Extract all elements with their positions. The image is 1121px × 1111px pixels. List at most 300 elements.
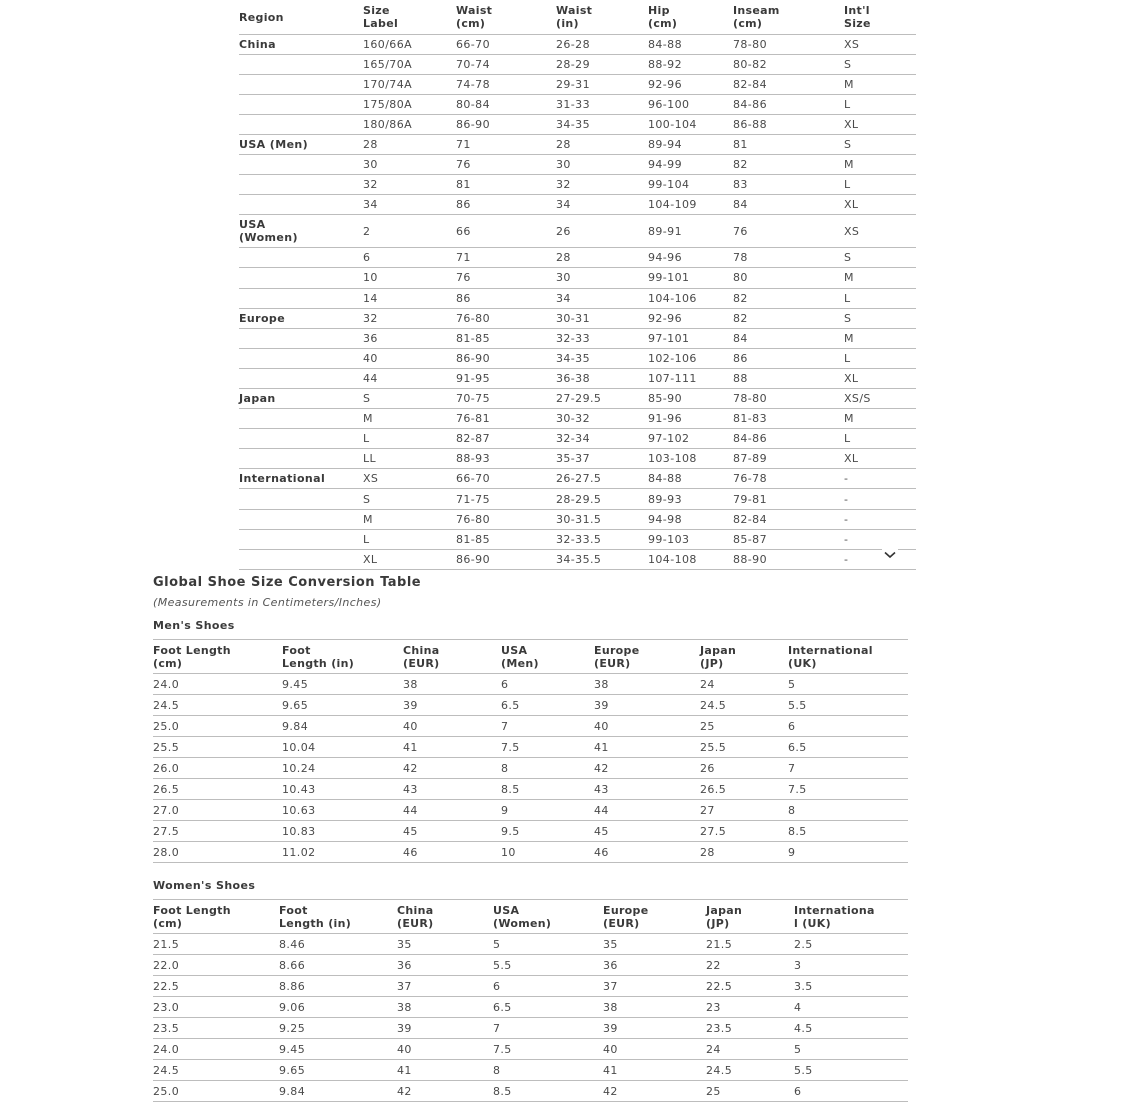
table-cell: 34-35.5	[556, 549, 648, 569]
table-cell: 24	[700, 674, 788, 695]
table-cell: 80-82	[733, 54, 844, 74]
table-cell: 160/66A	[363, 34, 456, 54]
table-cell: 25.5	[700, 737, 788, 758]
table-cell: 9.45	[279, 1039, 397, 1060]
header-inseam-cm: Inseam (cm)	[733, 1, 844, 34]
table-cell: S	[844, 54, 916, 74]
table-cell: 170/74A	[363, 74, 456, 94]
table-cell: M	[844, 409, 916, 429]
table-cell: L	[363, 529, 456, 549]
table-cell: 22.5	[153, 976, 279, 997]
table-cell: 175/80A	[363, 94, 456, 114]
table-cell: 84-88	[648, 34, 733, 54]
table-row	[239, 94, 916, 114]
table-cell: 34-35	[556, 114, 648, 134]
table-cell: 34	[556, 288, 648, 308]
table-cell: 40	[603, 1039, 706, 1060]
table-row	[239, 34, 916, 54]
table-cell: 82-84	[733, 509, 844, 529]
region-cell	[239, 449, 363, 469]
table-cell: 5.5	[794, 1060, 908, 1081]
table-cell: 42	[594, 758, 700, 779]
table-cell: -	[844, 489, 916, 509]
table-cell: 86	[733, 348, 844, 368]
table-cell: 25	[700, 716, 788, 737]
table-cell: 26.0	[153, 758, 282, 779]
table-cell: 71	[456, 248, 556, 268]
table-cell: 9.25	[279, 1018, 397, 1039]
header-japan: Japan (JP)	[706, 900, 794, 934]
table-cell: 9.06	[279, 997, 397, 1018]
table-cell: -	[844, 509, 916, 529]
table-cell: 27.5	[153, 821, 282, 842]
region-cell: USA (Men)	[239, 134, 363, 154]
table-cell: 82-87	[456, 429, 556, 449]
table-row	[153, 1081, 908, 1102]
table-cell: 80-84	[456, 94, 556, 114]
header-foot-length-cm: Foot Length (cm)	[153, 900, 279, 934]
table-cell: S	[844, 134, 916, 154]
header-waist-cm: Waist (cm)	[456, 1, 556, 34]
table-row	[153, 758, 908, 779]
table-row	[153, 842, 908, 863]
header-intl-size: Int'l Size	[844, 1, 916, 34]
table-cell: 104-108	[648, 549, 733, 569]
pants-header-row	[239, 1, 916, 34]
table-cell: 28-29.5	[556, 489, 648, 509]
table-cell: 8.46	[279, 934, 397, 955]
region-cell	[239, 328, 363, 348]
header-region: Region	[239, 1, 363, 34]
table-row	[153, 800, 908, 821]
mens-table-body	[153, 674, 908, 863]
table-cell: 9.84	[282, 716, 403, 737]
table-cell: 99-101	[648, 268, 733, 288]
table-cell: 26.5	[700, 779, 788, 800]
table-cell: XL	[844, 449, 916, 469]
table-cell: 6	[501, 674, 594, 695]
table-cell: 70-74	[456, 54, 556, 74]
table-cell: 40	[363, 348, 456, 368]
table-cell: 66-70	[456, 469, 556, 489]
table-cell: 76-80	[456, 509, 556, 529]
table-cell: 7	[788, 758, 908, 779]
table-cell: -	[844, 549, 916, 569]
shoe-section-title: Global Shoe Size Conversion Table	[153, 575, 422, 590]
table-cell: 82	[733, 308, 844, 328]
table-cell: 32-34	[556, 429, 648, 449]
table-cell: 104-109	[648, 195, 733, 215]
mens-header-row	[153, 640, 908, 674]
table-cell: 30	[363, 155, 456, 175]
table-cell: 36	[603, 955, 706, 976]
table-row	[153, 934, 908, 955]
table-cell: 44	[363, 368, 456, 388]
header-foot-length-in: Foot Length (in)	[282, 640, 403, 674]
table-cell: 4.5	[794, 1018, 908, 1039]
table-cell: L	[844, 288, 916, 308]
table-cell: 79-81	[733, 489, 844, 509]
table-cell: 9.84	[279, 1081, 397, 1102]
table-row	[239, 509, 916, 529]
table-cell: -	[844, 529, 916, 549]
table-cell: 86	[456, 288, 556, 308]
table-cell: 28	[556, 248, 648, 268]
header-usa: USA (Women)	[493, 900, 603, 934]
table-cell: 10	[501, 842, 594, 863]
table-cell: S	[363, 389, 456, 409]
region-cell	[239, 509, 363, 529]
table-cell: 10.24	[282, 758, 403, 779]
table-cell: 28-29	[556, 54, 648, 74]
table-cell: 6.5	[501, 695, 594, 716]
table-cell: 41	[594, 737, 700, 758]
table-cell: 78-80	[733, 34, 844, 54]
region-cell: China	[239, 34, 363, 54]
header-china: China (EUR)	[397, 900, 493, 934]
region-cell	[239, 348, 363, 368]
table-cell: 6	[363, 248, 456, 268]
table-cell: 28	[363, 134, 456, 154]
table-row	[239, 74, 916, 94]
table-row	[239, 175, 916, 195]
region-cell	[239, 114, 363, 134]
table-cell: 9.5	[501, 821, 594, 842]
table-row	[239, 348, 916, 368]
table-cell: XS	[844, 215, 916, 248]
table-cell: S	[363, 489, 456, 509]
table-cell: 34-35	[556, 348, 648, 368]
table-cell: 36	[397, 955, 493, 976]
table-cell: 22.0	[153, 955, 279, 976]
table-cell: 84-86	[733, 94, 844, 114]
table-cell: 84	[733, 195, 844, 215]
table-cell: 9.45	[282, 674, 403, 695]
region-cell	[239, 288, 363, 308]
table-cell: 81	[733, 134, 844, 154]
table-cell: 42	[403, 758, 501, 779]
table-cell: 31-33	[556, 94, 648, 114]
table-cell: 23	[706, 997, 794, 1018]
table-cell: 32-33	[556, 328, 648, 348]
table-cell: 78-80	[733, 389, 844, 409]
table-cell: M	[844, 74, 916, 94]
table-cell: 10.43	[282, 779, 403, 800]
table-cell: 25.5	[153, 737, 282, 758]
table-row	[153, 716, 908, 737]
table-cell: 30	[556, 155, 648, 175]
table-cell: 32	[363, 308, 456, 328]
header-europe: Europe (EUR)	[603, 900, 706, 934]
table-cell: 34	[363, 195, 456, 215]
table-cell: 91-96	[648, 409, 733, 429]
table-cell: 9.65	[282, 695, 403, 716]
table-cell: 76-80	[456, 308, 556, 328]
table-cell: 89-93	[648, 489, 733, 509]
table-cell: 38	[603, 997, 706, 1018]
table-cell: 23.5	[706, 1018, 794, 1039]
table-cell: L	[844, 429, 916, 449]
table-cell: 43	[594, 779, 700, 800]
table-cell: XL	[844, 368, 916, 388]
womens-table-body	[153, 934, 908, 1102]
table-cell: 100-104	[648, 114, 733, 134]
table-row	[239, 248, 916, 268]
table-cell: 85-87	[733, 529, 844, 549]
region-cell	[239, 248, 363, 268]
table-row	[153, 1018, 908, 1039]
table-cell: 86-90	[456, 348, 556, 368]
header-international: Internationa l (UK)	[794, 900, 908, 934]
table-cell: 41	[403, 737, 501, 758]
table-cell: 39	[403, 695, 501, 716]
table-row	[153, 821, 908, 842]
table-cell: 6.5	[788, 737, 908, 758]
table-cell: 9	[501, 800, 594, 821]
header-foot-length-in: Foot Length (in)	[279, 900, 397, 934]
table-cell: 39	[594, 695, 700, 716]
table-cell: 91-95	[456, 368, 556, 388]
table-cell: 88	[733, 368, 844, 388]
table-cell: 78	[733, 248, 844, 268]
region-cell	[239, 175, 363, 195]
region-cell	[239, 489, 363, 509]
table-cell: 45	[403, 821, 501, 842]
table-cell: 28	[556, 134, 648, 154]
header-usa: USA (Men)	[501, 640, 594, 674]
table-cell: 26-27.5	[556, 469, 648, 489]
table-cell: 94-98	[648, 509, 733, 529]
table-cell: 103-108	[648, 449, 733, 469]
table-cell: 84-86	[733, 429, 844, 449]
table-cell: 8.5	[501, 779, 594, 800]
table-row	[239, 409, 916, 429]
table-cell: 81	[456, 175, 556, 195]
table-cell: 9	[788, 842, 908, 863]
region-cell	[239, 54, 363, 74]
region-cell	[239, 195, 363, 215]
table-cell: 96-100	[648, 94, 733, 114]
table-cell: 2.5	[794, 934, 908, 955]
table-row	[239, 328, 916, 348]
table-cell: 86-88	[733, 114, 844, 134]
table-row	[239, 268, 916, 288]
table-cell: XL	[363, 549, 456, 569]
table-cell: 23.5	[153, 1018, 279, 1039]
table-cell: 2	[363, 215, 456, 248]
table-cell: 165/70A	[363, 54, 456, 74]
table-cell: 81-85	[456, 529, 556, 549]
mens-shoes-heading: Men's Shoes	[153, 619, 235, 632]
region-cell	[239, 529, 363, 549]
table-cell: 92-96	[648, 308, 733, 328]
table-row	[239, 308, 916, 328]
table-row	[239, 429, 916, 449]
table-cell: 41	[397, 1060, 493, 1081]
table-cell: 6.5	[493, 997, 603, 1018]
table-cell: 66-70	[456, 34, 556, 54]
table-cell: 81-83	[733, 409, 844, 429]
table-cell: 89-94	[648, 134, 733, 154]
table-cell: 28.0	[153, 842, 282, 863]
header-china: China (EUR)	[403, 640, 501, 674]
table-cell: 9.65	[279, 1060, 397, 1081]
table-cell: 34	[556, 195, 648, 215]
table-cell: 30-31.5	[556, 509, 648, 529]
table-row	[153, 1060, 908, 1081]
table-cell: 7.5	[501, 737, 594, 758]
region-cell	[239, 268, 363, 288]
table-cell: XS/S	[844, 389, 916, 409]
table-cell: 10.83	[282, 821, 403, 842]
table-cell: L	[844, 348, 916, 368]
table-cell: 8.5	[493, 1081, 603, 1102]
table-cell: 99-104	[648, 175, 733, 195]
table-cell: LL	[363, 449, 456, 469]
table-cell: 38	[397, 997, 493, 1018]
table-cell: 30-32	[556, 409, 648, 429]
table-cell: 24.5	[153, 695, 282, 716]
table-cell: 88-92	[648, 54, 733, 74]
table-row	[153, 955, 908, 976]
table-cell: 36	[363, 328, 456, 348]
table-cell: 26.5	[153, 779, 282, 800]
table-cell: 94-96	[648, 248, 733, 268]
table-row	[153, 779, 908, 800]
table-cell: 38	[403, 674, 501, 695]
table-row	[239, 449, 916, 469]
table-cell: 5.5	[788, 695, 908, 716]
table-cell: 25.0	[153, 1081, 279, 1102]
table-cell: 28	[700, 842, 788, 863]
table-cell: M	[844, 268, 916, 288]
table-cell: 97-102	[648, 429, 733, 449]
table-cell: 7	[501, 716, 594, 737]
table-cell: 71-75	[456, 489, 556, 509]
table-cell: 35	[397, 934, 493, 955]
table-cell: 66	[456, 215, 556, 248]
table-cell: 24.5	[153, 1060, 279, 1081]
table-cell: 84	[733, 328, 844, 348]
table-cell: 30-31	[556, 308, 648, 328]
table-cell: 76-81	[456, 409, 556, 429]
table-cell: 5	[493, 934, 603, 955]
table-cell: L	[363, 429, 456, 449]
table-cell: 46	[594, 842, 700, 863]
table-cell: S	[844, 308, 916, 328]
table-cell: 40	[397, 1039, 493, 1060]
table-cell: 86	[456, 195, 556, 215]
table-cell: 24.5	[700, 695, 788, 716]
table-cell: 36-38	[556, 368, 648, 388]
table-cell: 35-37	[556, 449, 648, 469]
header-europe: Europe (EUR)	[594, 640, 700, 674]
region-cell: International	[239, 469, 363, 489]
table-cell: 21.5	[706, 934, 794, 955]
header-waist-in: Waist (in)	[556, 1, 648, 34]
table-cell: 4	[794, 997, 908, 1018]
table-cell: 5.5	[493, 955, 603, 976]
table-cell: 27-29.5	[556, 389, 648, 409]
table-cell: 86-90	[456, 114, 556, 134]
table-row	[153, 674, 908, 695]
region-cell	[239, 429, 363, 449]
table-cell: 26	[556, 215, 648, 248]
table-cell: 5	[788, 674, 908, 695]
header-hip-cm: Hip (cm)	[648, 1, 733, 34]
mens-shoes-table	[153, 639, 908, 863]
table-cell: 8.66	[279, 955, 397, 976]
table-cell: XS	[844, 34, 916, 54]
table-cell: 22	[706, 955, 794, 976]
table-cell: 29-31	[556, 74, 648, 94]
table-cell: 10.04	[282, 737, 403, 758]
table-cell: 10	[363, 268, 456, 288]
table-cell: 44	[594, 800, 700, 821]
region-cell	[239, 74, 363, 94]
table-cell: 85-90	[648, 389, 733, 409]
table-cell: 76	[733, 215, 844, 248]
table-cell: M	[363, 409, 456, 429]
table-cell: 92-96	[648, 74, 733, 94]
table-cell: 10.63	[282, 800, 403, 821]
table-cell: 43	[403, 779, 501, 800]
table-cell: 83	[733, 175, 844, 195]
table-row	[239, 215, 916, 248]
table-row	[153, 997, 908, 1018]
table-cell: 37	[603, 976, 706, 997]
table-cell: 11.02	[282, 842, 403, 863]
table-row	[239, 288, 916, 308]
table-cell: 24.0	[153, 674, 282, 695]
table-cell: 76	[456, 268, 556, 288]
table-cell: 6	[794, 1081, 908, 1102]
region-cell	[239, 368, 363, 388]
table-cell: 44	[403, 800, 501, 821]
table-cell: 22.5	[706, 976, 794, 997]
table-row	[239, 54, 916, 74]
table-row	[239, 529, 916, 549]
region-cell	[239, 155, 363, 175]
table-cell: 7	[493, 1018, 603, 1039]
table-cell: 82	[733, 155, 844, 175]
chevron-down-icon	[884, 544, 896, 563]
expand-button[interactable]	[882, 545, 898, 561]
table-cell: 45	[594, 821, 700, 842]
table-row	[153, 695, 908, 716]
table-row	[153, 1039, 908, 1060]
pants-table-body	[239, 34, 916, 569]
table-cell: 71	[456, 134, 556, 154]
table-cell: 38	[594, 674, 700, 695]
table-row	[239, 368, 916, 388]
header-international: International (UK)	[788, 640, 908, 674]
region-cell: USA (Women)	[239, 215, 363, 248]
table-cell: 76	[456, 155, 556, 175]
table-row	[153, 976, 908, 997]
table-cell: 89-91	[648, 215, 733, 248]
region-cell	[239, 94, 363, 114]
table-cell: L	[844, 94, 916, 114]
table-cell: 6	[788, 716, 908, 737]
region-cell: Japan	[239, 389, 363, 409]
table-cell: M	[363, 509, 456, 529]
table-cell: -	[844, 469, 916, 489]
table-cell: 25	[706, 1081, 794, 1102]
table-cell: 27.5	[700, 821, 788, 842]
table-cell: 42	[397, 1081, 493, 1102]
table-cell: 82	[733, 288, 844, 308]
